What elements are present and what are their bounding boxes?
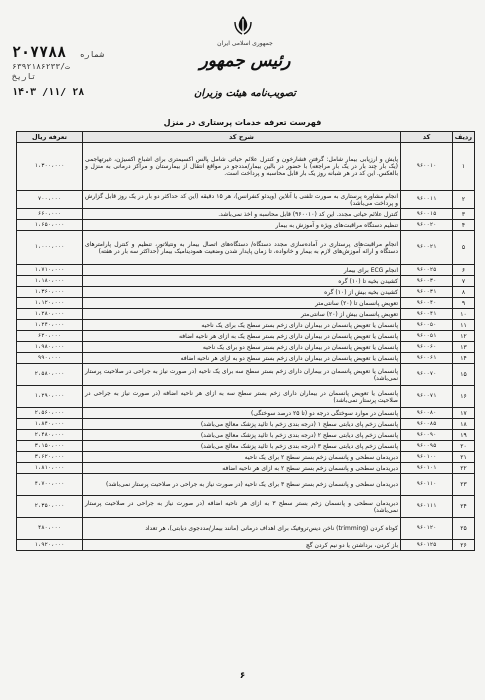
price-cell: ۷۰۰،۰۰۰ <box>17 191 83 209</box>
row-number-cell: ۱۰ <box>453 309 475 320</box>
table-row <box>17 353 475 364</box>
price-cell: ۶۲۰،۰۰۰ <box>17 331 83 342</box>
row-number-cell: ۴ <box>453 220 475 231</box>
code-cell: ۹۶۰۱۱۰ <box>401 474 453 496</box>
letter-date: ۱۴۰۳ /۱۱/ ۲۸ <box>12 87 85 98</box>
iran-emblem-icon <box>232 14 254 36</box>
description-cell: دبریدمان سطحی و پانسمان زخم بستر سطح ۲ به ازای هر ناحیه اضافه <box>83 463 401 474</box>
code-cell: ۹۶۰۰۲۰ <box>401 220 453 231</box>
price-cell: ۳،۶۲۰،۰۰۰ <box>17 452 83 463</box>
price-cell: ۹۹۰،۰۰۰ <box>17 353 83 364</box>
description-cell: دبریدمان سطحی و پانسمان زخم بستر سطح ۳ برای یک ناحیه (در صورت نیاز به جراحی در صلاحیت پرستار نمی‌باشد) <box>83 474 401 496</box>
description-cell: انجام ECG برای بیمار <box>83 265 401 276</box>
table-row <box>17 276 475 287</box>
table-row <box>17 298 475 309</box>
row-number-cell: ۲۳ <box>453 474 475 496</box>
row-number-cell: ۲ <box>453 191 475 209</box>
row-number-cell: ۱۶ <box>453 386 475 408</box>
header-row-number: ردیف <box>453 132 475 143</box>
code-cell: ۹۶۰۰۳۰ <box>401 276 453 287</box>
description-cell: کشیدن بخیه بیش از (۱۰) گره <box>83 287 401 298</box>
table-row <box>17 463 475 474</box>
price-cell: ۱،۲۸۰،۰۰۰ <box>17 309 83 320</box>
code-cell: ۹۶۰۰۱۱ <box>401 191 453 209</box>
header-code: کد <box>401 132 453 143</box>
row-number-cell: ۶ <box>453 265 475 276</box>
row-number-cell: ۱۹ <box>453 430 475 441</box>
table-row <box>17 518 475 540</box>
description-cell: پانسمان یا تعویض پانسمان در بیماران دارای زخم بستر سطح یک به ازای هر ناحیه اضافه <box>83 331 401 342</box>
code-cell: ۹۶۰۱۰۰ <box>401 452 453 463</box>
description-cell: پانسمان یا تعویض پانسمان در بیماران دارای زخم بستر سطح یک برای یک ناحیه <box>83 320 401 331</box>
price-cell: ۲،۵۸۰،۰۰۰ <box>17 364 83 386</box>
table-row <box>17 430 475 441</box>
description-cell: پایش و ارزیابی بیمار شامل: گرفتن فشارخون و کنترل علائم حیاتی شامل پالس اکسیمتری برای اشباع اکسیژن، غیرتهاجمی (یک بار چند بار در یک بار مراجعه) با حضور در بالین بیمار/مددجو در مواقع انتقال از بیمارستان و مراکز درمانی به منزل و بالعکس. این کد در هر شبانه روز یک بار قابل محاسبه و پرداخت است. <box>83 143 401 191</box>
date-label: تاریخ <box>12 72 37 81</box>
row-number-cell: ۵ <box>453 231 475 265</box>
code-cell: ۹۶۰۰۵۰ <box>401 320 453 331</box>
price-cell: ۶۶۰،۰۰۰ <box>17 209 83 220</box>
price-cell: ۱،۹۲۰،۰۰۰ <box>17 540 83 551</box>
description-cell: تعویض پانسمان تا (۲۰) سانتی‌متر <box>83 298 401 309</box>
code-cell: ۹۶۰۰۳۱ <box>401 287 453 298</box>
table-row <box>17 452 475 463</box>
code-cell: ۹۶۰۰۴۰ <box>401 298 453 309</box>
row-number-cell: ۱۵ <box>453 364 475 386</box>
code-cell: ۹۶۰۰۶۰ <box>401 342 453 353</box>
description-cell: کوتاه کردن (trimming) ناخن دیس‌تروفیک برای اهداف درمانی (مانند بیمار/مددجوی دیابتی)، هر تعداد <box>83 518 401 540</box>
description-cell: باز کردن، برداشتن یا دو نیم کردن گچ <box>83 540 401 551</box>
file-number: ۶۳۹۲۱ت/۸۶۲۳۳ <box>12 62 70 71</box>
table-row <box>17 419 475 430</box>
table-header-row <box>17 132 475 143</box>
table-row <box>17 231 475 265</box>
description-cell: پانسمان زخم پای دیابتی سطح ۱ (درجه بندی زخم با تائید پزشک معالج می‌باشد) <box>83 419 401 430</box>
description-cell: پانسمان در موارد سوختگی درجه دو (تا ۲۵ درصد سوختگی) <box>83 408 401 419</box>
description-cell: پانسمان یا تعویض پانسمان در بیماران دارای زخم بستر سطح سه برای یک ناحیه (در صورت نیاز به جراحی در صلاحیت پرستار نمی‌باشد) <box>83 364 401 386</box>
price-cell: ۱،۸۴۰،۰۰۰ <box>17 419 83 430</box>
description-cell: انجام مراقبت‌های پرستاری در آماده‌سازی مجدد دستگاه/ دستگاه‌های اتصال بیمار به ونتیلاتور، تنظیم و کنترل پارامترهای دستگاه و ارائه آموزش‌های لازم به بیمار و خانواده، تا زمان پایدار شدن وضعیت همودینامیک بیمار (حداکثر سه بار در هفته) <box>83 231 401 265</box>
price-cell: ۱،۱۲۰،۰۰۰ <box>17 298 83 309</box>
price-cell: ۱،۱۸۰،۰۰۰ <box>17 276 83 287</box>
description-cell: تعویض پانسمان بیش از (۲۰) سانتی‌متر <box>83 309 401 320</box>
price-cell: ۱،۶۵۰،۰۰۰ <box>17 220 83 231</box>
code-cell: ۹۶۰۰۹۰ <box>401 430 453 441</box>
tariff-table <box>16 131 475 551</box>
price-cell: ۴۸۰،۰۰۰ <box>17 518 83 540</box>
table-row <box>17 408 475 419</box>
row-number-cell: ۱۲ <box>453 331 475 342</box>
price-cell: ۱،۳۰۰،۰۰۰ <box>17 143 83 191</box>
row-number-cell: ۱۳ <box>453 342 475 353</box>
description-cell: دبریدمان سطحی و پانسمان زخم بستر سطح ۳ به ازای هر ناحیه اضافه (در صورت نیاز به جراحی در صلاحیت پرستار نمی‌باشد) <box>83 496 401 518</box>
row-number-cell: ۲۲ <box>453 463 475 474</box>
price-cell: ۲،۴۸۰،۰۰۰ <box>17 430 83 441</box>
row-number-cell: ۹ <box>453 298 475 309</box>
code-cell: ۹۶۰۰۷۱ <box>401 386 453 408</box>
row-number-cell: ۱۷ <box>453 408 475 419</box>
code-cell: ۹۶۰۰۷۰ <box>401 364 453 386</box>
code-cell: ۹۶۰۱۲۵ <box>401 540 453 551</box>
row-number-cell: ۱۱ <box>453 320 475 331</box>
table-row <box>17 220 475 231</box>
code-cell: ۹۶۰۱۰۱ <box>401 463 453 474</box>
price-cell: ۱،۲۹۰،۰۰۰ <box>17 386 83 408</box>
table-row <box>17 474 475 496</box>
description-cell: دبریدمان سطحی و پانسمان زخم بستر سطح ۲ برای یک ناحیه <box>83 452 401 463</box>
code-cell: ۹۶۰۰۵۱ <box>401 331 453 342</box>
price-cell: ۲،۵۶۰،۰۰۰ <box>17 408 83 419</box>
code-cell: ۹۶۰۰۴۱ <box>401 309 453 320</box>
code-cell: ۹۶۰۰۲۱ <box>401 231 453 265</box>
table-row <box>17 191 475 209</box>
code-cell: ۹۶۰۱۲۰ <box>401 518 453 540</box>
table-row <box>17 441 475 452</box>
code-cell: ۹۶۰۰۸۵ <box>401 419 453 430</box>
code-cell: ۹۶۰۰۱۵ <box>401 209 453 220</box>
price-cell: ۱،۹۸۰،۰۰۰ <box>17 342 83 353</box>
letter-number: ۲۰۷۷۸۸ <box>12 43 67 61</box>
row-number-cell: ۲۰ <box>453 441 475 452</box>
price-cell: ۱،۷۱۰،۰۰۰ <box>17 265 83 276</box>
description-cell: پانسمان زخم پای دیابتی سطح ۲ (درجه بندی زخم با تائید پزشک معالج می‌باشد) <box>83 430 401 441</box>
header-price: تعرفه ریال <box>17 132 83 143</box>
table-row <box>17 320 475 331</box>
row-number-cell: ۲۱ <box>453 452 475 463</box>
reference-block <box>12 42 104 98</box>
letterhead-subtitle: تصویب‌نامه هیئت وزیران <box>194 88 296 99</box>
letter-number-label: شماره <box>79 50 104 59</box>
row-number-cell: ۱ <box>453 143 475 191</box>
row-number-cell: ۱۴ <box>453 353 475 364</box>
table-row <box>17 540 475 551</box>
row-number-cell: ۸ <box>453 287 475 298</box>
price-cell: ۱،۳۶۰،۰۰۰ <box>17 287 83 298</box>
code-cell: ۹۶۰۰۸۰ <box>401 408 453 419</box>
row-number-cell: ۲۴ <box>453 496 475 518</box>
table-body <box>17 143 475 551</box>
table-row <box>17 309 475 320</box>
table-row <box>17 143 475 191</box>
description-cell: انجام مشاوره پرستاری به صورت تلفنی یا آنلاین (ویدئو کنفرانس)، هر ۱۵ دقیقه (این کد حداکثر دو بار در یک روز قابل گزارش و پرداخت می‌باشد) <box>83 191 401 209</box>
description-cell: کشیدن بخیه تا (۱۰) گره <box>83 276 401 287</box>
table-row <box>17 496 475 518</box>
row-number-cell: ۲۵ <box>453 518 475 540</box>
table-row <box>17 287 475 298</box>
country-name: جمهوری اسلامی ایران <box>217 40 273 47</box>
table-row <box>17 209 475 220</box>
row-number-cell: ۳ <box>453 209 475 220</box>
table-row <box>17 364 475 386</box>
code-cell: ۹۶۰۰۱۰ <box>401 143 453 191</box>
price-cell: ۱،۰۰۰،۰۰۰ <box>17 231 83 265</box>
code-cell: ۹۶۰۱۱۱ <box>401 496 453 518</box>
table-row <box>17 265 475 276</box>
row-number-cell: ۷ <box>453 276 475 287</box>
table-row <box>17 342 475 353</box>
price-cell: ۳،۱۵۰،۰۰۰ <box>17 441 83 452</box>
table-row <box>17 386 475 408</box>
price-cell: ۱،۲۴۰،۰۰۰ <box>17 320 83 331</box>
document-title: فهرست تعرفه خدمات پرستاری در منزل <box>163 118 322 127</box>
page-number: ۶ <box>239 671 246 681</box>
price-cell: ۲،۳۵۰،۰۰۰ <box>17 496 83 518</box>
table-row <box>17 331 475 342</box>
code-cell: ۹۶۰۰۲۵ <box>401 265 453 276</box>
code-cell: ۹۶۰۰۶۱ <box>401 353 453 364</box>
office-title: رئیس جمهور <box>199 51 291 71</box>
code-cell: ۹۶۰۰۹۵ <box>401 441 453 452</box>
description-cell: پانسمان یا تعویض پانسمان در بیماران دارای زخم بستر سطح سه به ازای هر ناحیه اضافه (در صورت نیاز به جراحی در صلاحیت پرستار نمی‌باشد) <box>83 386 401 408</box>
description-cell: پانسمان زخم پای دیابتی سطح ۳ (درجه بندی زخم با تائید پزشک معالج می‌باشد) <box>83 441 401 452</box>
description-cell: پانسمان یا تعویض پانسمان در بیماران دارای زخم بستر سطح دو به ازای هر ناحیه اضافه <box>83 353 401 364</box>
description-cell: پانسمان یا تعویض پانسمان در بیماران دارای زخم بستر سطح دو برای یک ناحیه <box>83 342 401 353</box>
description-cell: تنظیم دستگاه مراقبت‌های ویژه و آموزش به بیمار <box>83 220 401 231</box>
row-number-cell: ۱۸ <box>453 419 475 430</box>
row-number-cell: ۲۶ <box>453 540 475 551</box>
description-cell: کنترل علائم حیاتی مجدد. این کد (۹۶۰۰۱۰) قابل محاسبه و اخذ نمی‌باشد. <box>83 209 401 220</box>
price-cell: ۴،۷۰۰،۰۰۰ <box>17 474 83 496</box>
price-cell: ۱،۸۱۰،۰۰۰ <box>17 463 83 474</box>
header-description: شرح کد <box>83 132 401 143</box>
